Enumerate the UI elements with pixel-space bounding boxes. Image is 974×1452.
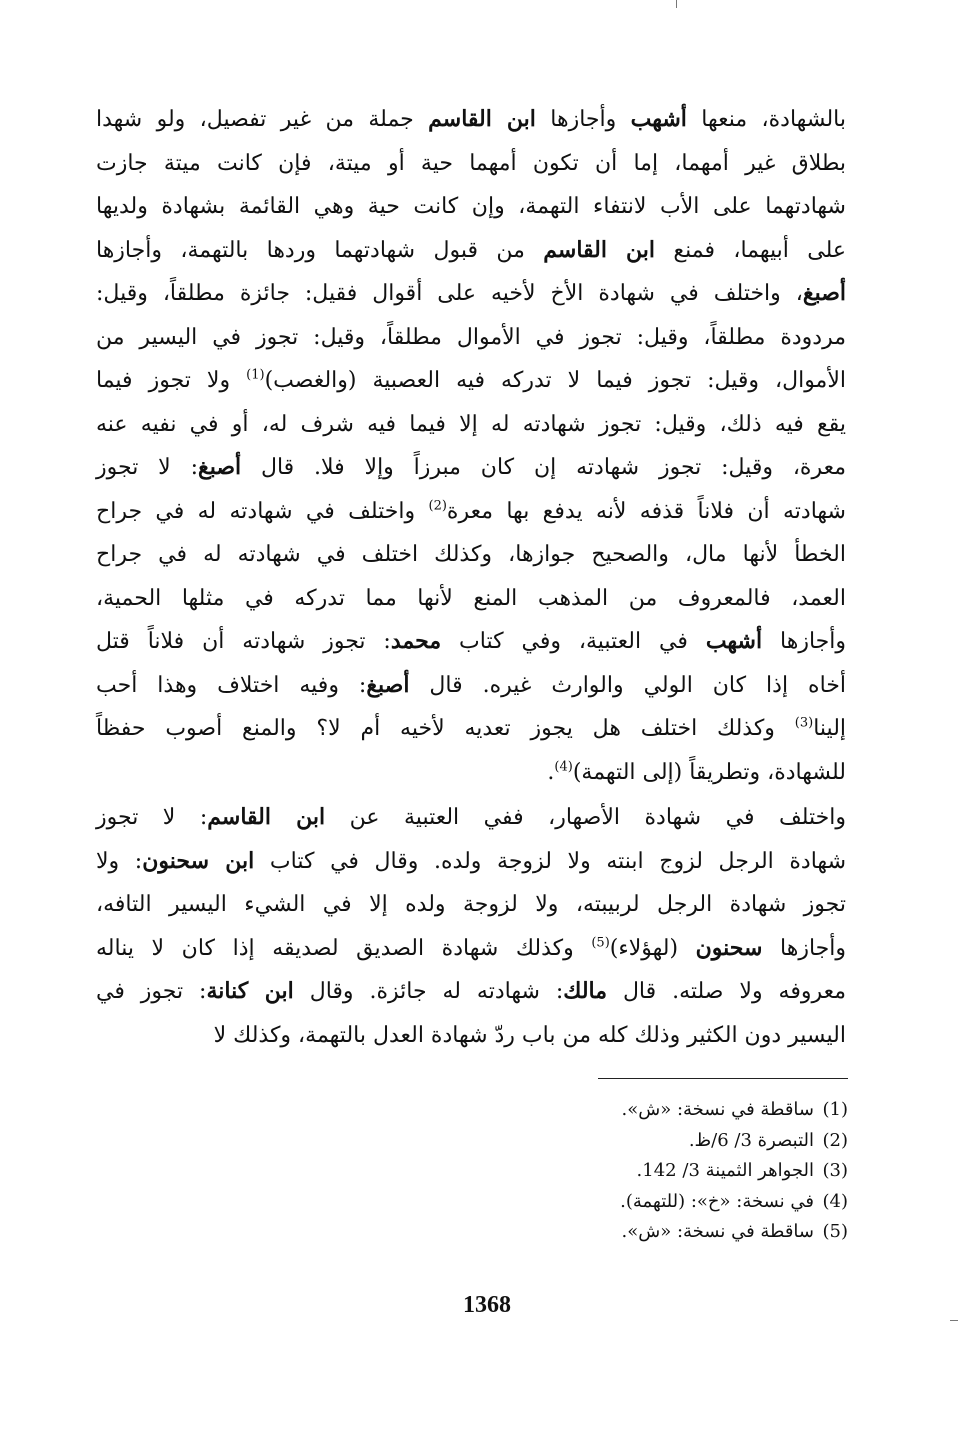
footnote-separator — [598, 1078, 848, 1079]
paragraph-1-line: الخطأ لأنها مال، والصحيح جوازها، وكذلك اختلف في شهادته له في جراح — [96, 542, 846, 567]
paragraph-1 — [96, 98, 846, 794]
paragraph-1-line: معرة، وقيل: تجوز شهادته إن كان مبرزاً وإلا فلا. قال أصبغ: لا تجوز — [96, 454, 846, 480]
paragraph-2-line: واختلف في شهادة الأصهار، ففي العتبية عن ابن القاسم: لا تجوز — [96, 804, 846, 830]
paragraph-2-line: معروفه ولا صلته. قال مالك: شهادته له جائزة. وقال ابن كنانة: تجوز في — [96, 978, 846, 1004]
paragraph-1-line: أخاه إذا كان الولي والوارث غيره. قال أصبغ: وفيه اختلاف وهذا أحب — [96, 671, 846, 698]
footnote-item — [348, 1126, 848, 1157]
footnote-number: (3) — [822, 1160, 848, 1181]
paragraph-2-line: شهادة الرجل لزوج ابنته ولا لزوجة ولده. وقال في كتاب ابن سحنون: ولا — [96, 847, 847, 874]
footnote-text: التبصرة 3/ 6/ظ. — [688, 1129, 814, 1151]
paragraph-1-line: بطلاق غير أمهما، إما أن تكون أمهما حية أو ميتة، فإن كانت ميتة جازت — [96, 150, 846, 176]
footnote-number: (2) — [822, 1129, 848, 1151]
paragraph-1-line: للشهادة، وتطريقاً (إلى التهمة)$^{(4)}$. — [547, 759, 846, 785]
footnote-number: (5) — [822, 1221, 848, 1242]
paragraph-2 — [96, 796, 846, 1057]
paragraph-1-line: العمد، فالمعروف من المذهب المنع لأنها مما تدركه في مثلها الحمية، — [96, 585, 846, 611]
footnotes — [348, 1095, 848, 1248]
paragraph-1-line: بالشهادة، منعها أشهب وأجازها ابن القاسم جملة من غير تفصيل، ولو شهدا — [96, 106, 846, 132]
footnote-number: (1) — [822, 1099, 848, 1120]
footnote-text: في نسخة: «خ»: (للتهمة). — [620, 1190, 814, 1212]
paragraph-1-line: وأجازها أشهب في العتبية، وفي كتاب محمد: تجوز شهادته أن فلاناً قتل — [96, 628, 846, 654]
top-edge-mark — [676, 0, 677, 8]
paragraph-1-line: شهادته أن فلاناً قذفه لأنه يدفع بها معرة$^{(2)}$ واختلف في شهادته له في جراح — [96, 498, 846, 524]
footnote-item — [348, 1217, 848, 1248]
paragraph-2-line: اليسير دون الكثير وذلك كله من باب ردّ شهادة العدل بالتهمة، وكذلك لا — [213, 1022, 846, 1048]
footnote-item — [348, 1156, 848, 1187]
footnote-number: (4) — [822, 1190, 848, 1212]
paragraph-1-line: شهادتهما على الأب لانتفاء التهمة، وإن كانت حية وهي القائمة بشهادة ولديها — [96, 194, 846, 219]
page-number: 1368 — [463, 1292, 511, 1318]
footnote-text: الجواهر الثمينة 3/ 142. — [636, 1160, 814, 1181]
paragraph-2-line: تجوز شهادة الرجل لربيبته، ولا لزوجة ولده إلا في الشيء اليسير التافه، — [96, 892, 846, 917]
paragraph-1-line: أصبغ، واختلف في شهادة الأخ لأخيه على أقوال فقيل: جائزة مطلقاً، وقيل: — [96, 280, 846, 306]
right-edge-mark — [950, 1320, 958, 1321]
paragraph-1-line: على أبيهما، فمنع ابن القاسم من قبول شهادتهما وردها بالتهمة، وأجازها — [96, 236, 846, 263]
footnote-text: ساقطة في نسخة: «ش». — [621, 1099, 814, 1120]
paragraph-1-line: الأموال، وقيل: تجوز فيما لا تدركه فيه العصبية (والغصب)$^{(1)}$ ولا تجوز فيما — [96, 367, 847, 393]
paragraph-2-line: وأجازها سحنون (لهؤلاء)$^{(5)}$ وكذلك شهادة الصديق لصديقه إذا كان لا يناله — [96, 934, 846, 961]
paragraph-1-line: يقع فيه ذلك، وقيل: تجوز شهادته له إلا فيما فيه شرف له، أو في نفيه عنه — [96, 411, 846, 437]
footnote-text: ساقطة في نسخة: «ش». — [621, 1221, 814, 1242]
paragraph-1-line: إلينا$^{(3)}$ وكذلك اختلف هل يجوز تعديه لأخيه أم لا؟ والمنع أصوب حفظاً — [96, 715, 847, 741]
paragraph-1-line: مردودة مطلقاً، وقيل: تجوز في الأموال مطلقاً، وقيل: تجوز في اليسير من — [96, 324, 846, 350]
footnote-item — [348, 1095, 848, 1126]
footnote-item — [348, 1187, 848, 1218]
